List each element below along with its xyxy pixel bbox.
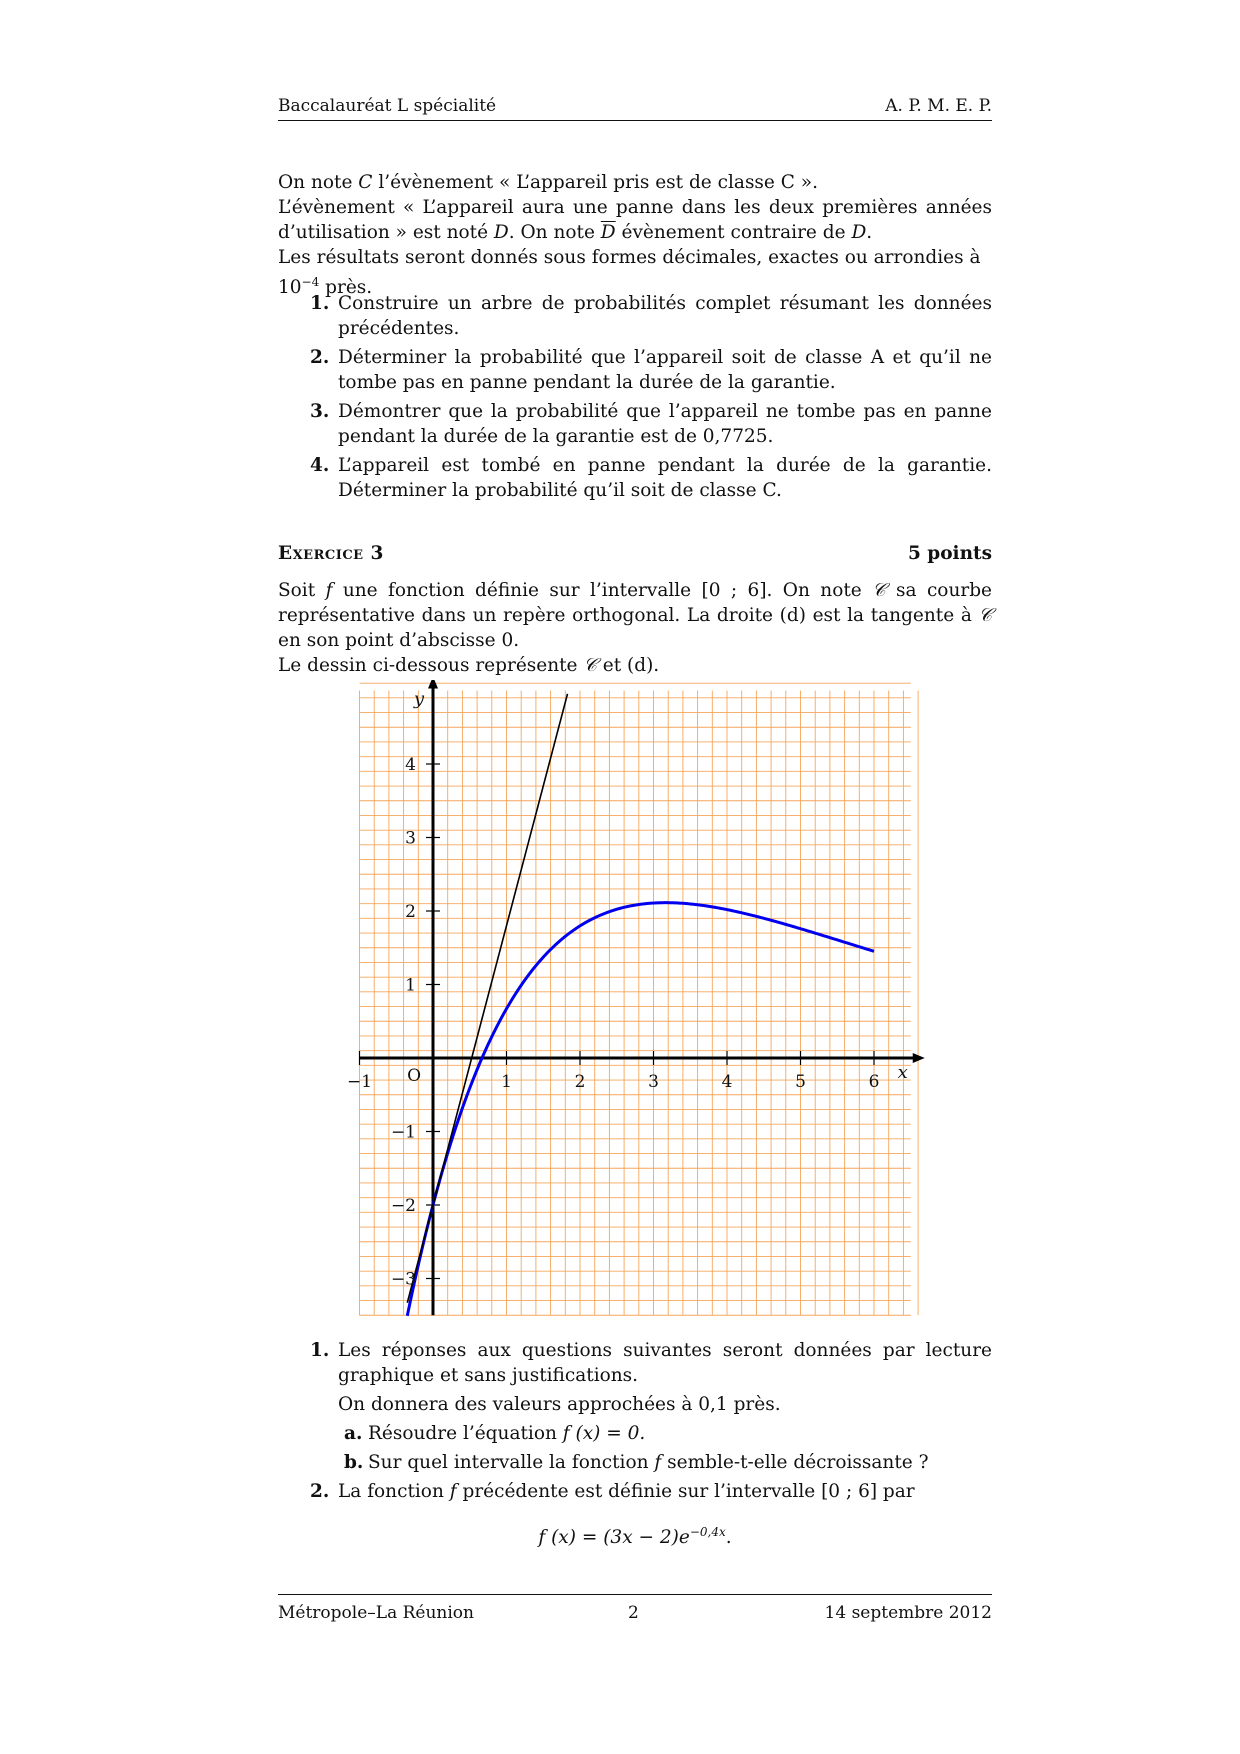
intro-line-1: On note C l’évènement « L’appareil pris est de classe C ». — [278, 172, 818, 193]
x-tick-label: 2 — [574, 1072, 586, 1092]
intro-line-2: L’évènement « L’appareil aura une panne dans les deux premières années d’utilisation » est noté D. On note $\overline{D}$ évènement contraire de D. — [278, 197, 992, 243]
exercise-title: Exercice 3 — [278, 543, 384, 564]
footer-right: 14 septembre 2012 — [824, 1603, 992, 1623]
exercise-paragraph-2: Le dessin ci-dessous représente 𝒞 et (d). — [278, 655, 660, 676]
y-tick-label: −2 — [390, 1196, 416, 1216]
tangent-line-d — [407, 694, 567, 1303]
exercise-points: 5 points — [907, 543, 992, 564]
footer-left: Métropole–La Réunion — [278, 1603, 474, 1623]
exercise-statement — [278, 578, 992, 678]
exercise-paragraph-1: Soit f une fonction définie sur l’intervalle [0 ; 6]. On note 𝒞 sa courbe représentative dans un repère orthogonal. La droite (d) est la tangente à 𝒞 en son point d’abscisse 0. — [278, 580, 992, 651]
y-tick-label: 3 — [405, 828, 416, 849]
axes — [360, 680, 925, 1315]
exercise-heading — [278, 543, 992, 569]
grid — [360, 683, 919, 1315]
y-tick-label: 2 — [405, 902, 416, 922]
x-tick-label: 1 — [501, 1072, 512, 1092]
y-tick-label: 1 — [405, 975, 416, 996]
x-tick-label: 3 — [648, 1072, 659, 1092]
function-formula: f $(x) = (3x - 2)e^{-0,4x}$. — [538, 1525, 732, 1549]
exercise-question-1: 1. Les réponses aux questions suivantes seront données par lecture graphique et sans justifications. On donnera des valeurs approchées à 0,1 près. a. Résoudre l’équation f (x) = 0. b. Sur quel intervalle la fonction f semble-t-elle décroissante ? — [310, 1340, 992, 1473]
exercise-questions — [278, 1338, 992, 1508]
page-number: 2 — [628, 1603, 639, 1623]
header-right: A. P. M. E. P. — [885, 96, 992, 116]
question-list — [278, 291, 992, 507]
exercise-question-2: 2. La fonction f précédente est définie sur l’intervalle [0 ; 6] par — [310, 1481, 915, 1502]
intro-text — [278, 170, 992, 300]
x-tick-label: 6 — [868, 1072, 880, 1092]
exercise-question-1b: b. Sur quel intervalle la fonction f semble-t-elle décroissante ? — [344, 1452, 929, 1473]
y-axis-arrow — [428, 680, 438, 689]
origin-label: O — [407, 1066, 421, 1086]
question-4: 4. L’appareil est tombé en panne pendant la durée de la garantie. Déterminer la probabilité qu’il soit de classe C. — [310, 455, 992, 501]
page-footer — [278, 1594, 992, 1621]
tick-labels — [347, 689, 908, 1290]
header-left: Baccalauréat L spécialité — [278, 96, 497, 116]
exercise-question-1-note: On donnera des valeurs approchées à 0,1 près. — [338, 1394, 781, 1415]
x-tick-label: −1 — [346, 1072, 373, 1092]
y-tick-label: −1 — [390, 1122, 416, 1143]
x-tick-label: 5 — [795, 1072, 806, 1092]
page-header — [278, 96, 992, 121]
function-graph — [340, 680, 930, 1330]
question-2: 2. Déterminer la probabilité que l’appareil soit de classe A et qu’il ne tombe pas en panne pendant la durée de la garantie. — [310, 347, 992, 393]
x-axis-arrow — [913, 1053, 925, 1063]
y-tick-label: 4 — [405, 755, 416, 775]
y-axis-label: y — [413, 688, 425, 710]
intro-line-3: Les résultats seront donnés sous formes décimales, exactes ou arrondies à $10^{-4}$ près. — [278, 247, 981, 299]
exercise-question-1a: a. Résoudre l’équation f (x) = 0. — [344, 1423, 646, 1444]
x-tick-label: 4 — [721, 1072, 733, 1092]
question-3: 3. Démontrer que la probabilité que l’appareil ne tombe pas en panne pendant la durée de la garantie est de 0,7725. — [310, 401, 992, 447]
y-tick-label: −3 — [390, 1269, 416, 1290]
question-1: 1. Construire un arbre de probabilités complet résumant les données précédentes. — [310, 293, 992, 339]
x-axis-label: x — [897, 1062, 908, 1083]
